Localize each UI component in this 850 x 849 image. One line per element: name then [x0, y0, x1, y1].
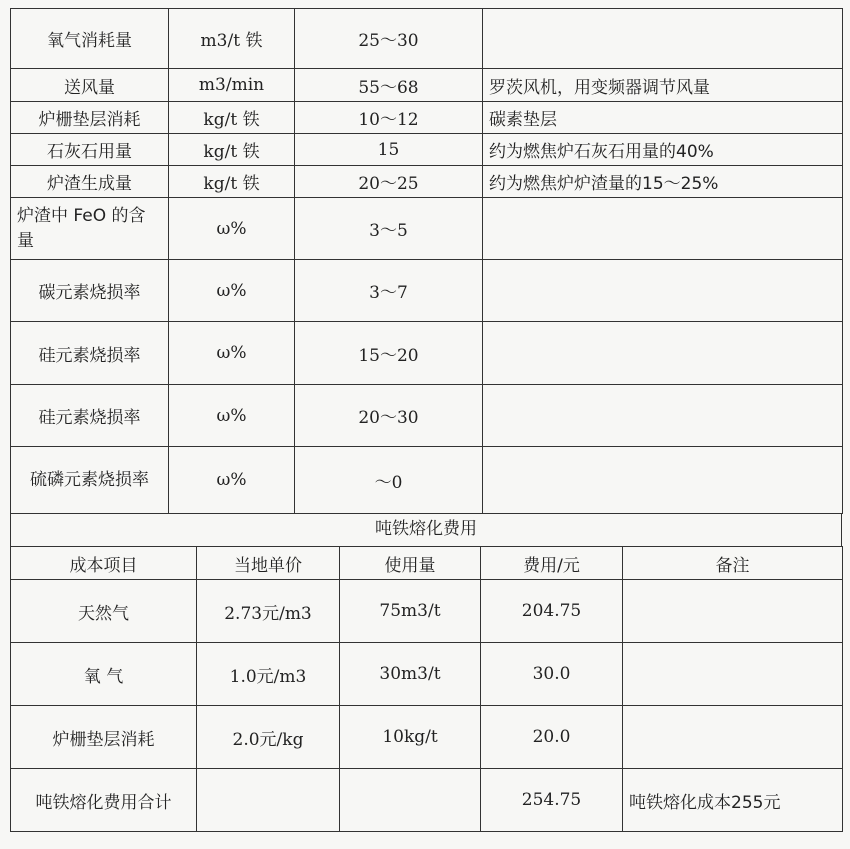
cost-item: 炉栅垫层消耗 [11, 706, 197, 769]
table-row [11, 322, 843, 385]
param-value: 3～7 [295, 260, 483, 322]
cost-table [10, 546, 843, 832]
param-value: 20～30 [295, 385, 483, 447]
param-note [483, 260, 843, 322]
table-row [11, 447, 843, 514]
usage: 10kg/t [340, 706, 481, 769]
param-value: 15～20 [295, 322, 483, 385]
table-row [11, 198, 843, 260]
param-note: 约为燃焦炉炉渣量的15～25% [483, 166, 843, 198]
param-name: 炉渣中 FeO 的含量 [11, 198, 169, 260]
param-value: 25～30 [295, 9, 483, 69]
param-note [483, 9, 843, 69]
table-row [11, 260, 843, 322]
param-note: 罗茨风机，用变频器调节风量 [483, 69, 843, 102]
param-name: 硅元素烧损率 [11, 385, 169, 447]
cost: 30.0 [481, 643, 623, 706]
param-unit: kg/t 铁 [169, 166, 295, 198]
unit-price: 1.0元/m3 [197, 643, 340, 706]
cost-item: 氧 气 [11, 643, 197, 706]
table-row [11, 134, 843, 166]
cost-section-title: 吨铁熔化费用 [10, 513, 842, 546]
table-row [11, 69, 843, 102]
param-note: 碳素垫层 [483, 102, 843, 134]
cost: 20.0 [481, 706, 623, 769]
cost-item: 天然气 [11, 580, 197, 643]
param-unit: m3/t 铁 [169, 9, 295, 69]
param-unit: ω% [169, 322, 295, 385]
param-name: 炉栅垫层消耗 [11, 102, 169, 134]
param-note [483, 385, 843, 447]
param-note [483, 447, 843, 514]
cost-note: 吨铁熔化成本255元 [623, 769, 843, 832]
parameter-table [10, 8, 843, 514]
unit-price: 2.0元/kg [197, 706, 340, 769]
param-name: 硫磷元素烧损率 [11, 447, 169, 514]
table-row [11, 580, 843, 643]
cost: 204.75 [481, 580, 623, 643]
table-header-row [11, 547, 843, 580]
param-note: 约为燃焦炉石灰石用量的40% [483, 134, 843, 166]
column-header: 使用量 [340, 547, 481, 580]
param-value: 10～12 [295, 102, 483, 134]
table-row [11, 102, 843, 134]
param-unit: kg/t 铁 [169, 102, 295, 134]
table-row [11, 643, 843, 706]
param-value: 3～5 [295, 198, 483, 260]
param-name: 炉渣生成量 [11, 166, 169, 198]
cost-note [623, 643, 843, 706]
table-row [11, 9, 843, 69]
cost-note [623, 580, 843, 643]
column-header: 备注 [623, 547, 843, 580]
usage: 30m3/t [340, 643, 481, 706]
param-value: ～0 [295, 447, 483, 514]
param-unit: ω% [169, 447, 295, 514]
cost-item: 吨铁熔化费用合计 [11, 769, 197, 832]
cost-note [623, 706, 843, 769]
param-unit: ω% [169, 385, 295, 447]
unit-price: 2.73元/m3 [197, 580, 340, 643]
column-header: 费用/元 [481, 547, 623, 580]
param-value: 20～25 [295, 166, 483, 198]
usage: 75m3/t [340, 580, 481, 643]
column-header: 成本项目 [11, 547, 197, 580]
param-unit: kg/t 铁 [169, 134, 295, 166]
table-row [11, 769, 843, 832]
usage [340, 769, 481, 832]
param-name: 氧气消耗量 [11, 9, 169, 69]
table-row [11, 706, 843, 769]
column-header: 当地单价 [197, 547, 340, 580]
param-unit: ω% [169, 198, 295, 260]
param-value: 55～68 [295, 69, 483, 102]
param-name: 送风量 [11, 69, 169, 102]
param-unit: m3/min [169, 69, 295, 102]
table-row [11, 385, 843, 447]
param-name: 硅元素烧损率 [11, 322, 169, 385]
unit-price [197, 769, 340, 832]
param-name: 碳元素烧损率 [11, 260, 169, 322]
param-note [483, 198, 843, 260]
table-row [11, 166, 843, 198]
param-unit: ω% [169, 260, 295, 322]
cost: 254.75 [481, 769, 623, 832]
param-value: 15 [295, 134, 483, 166]
param-name: 石灰石用量 [11, 134, 169, 166]
param-note [483, 322, 843, 385]
